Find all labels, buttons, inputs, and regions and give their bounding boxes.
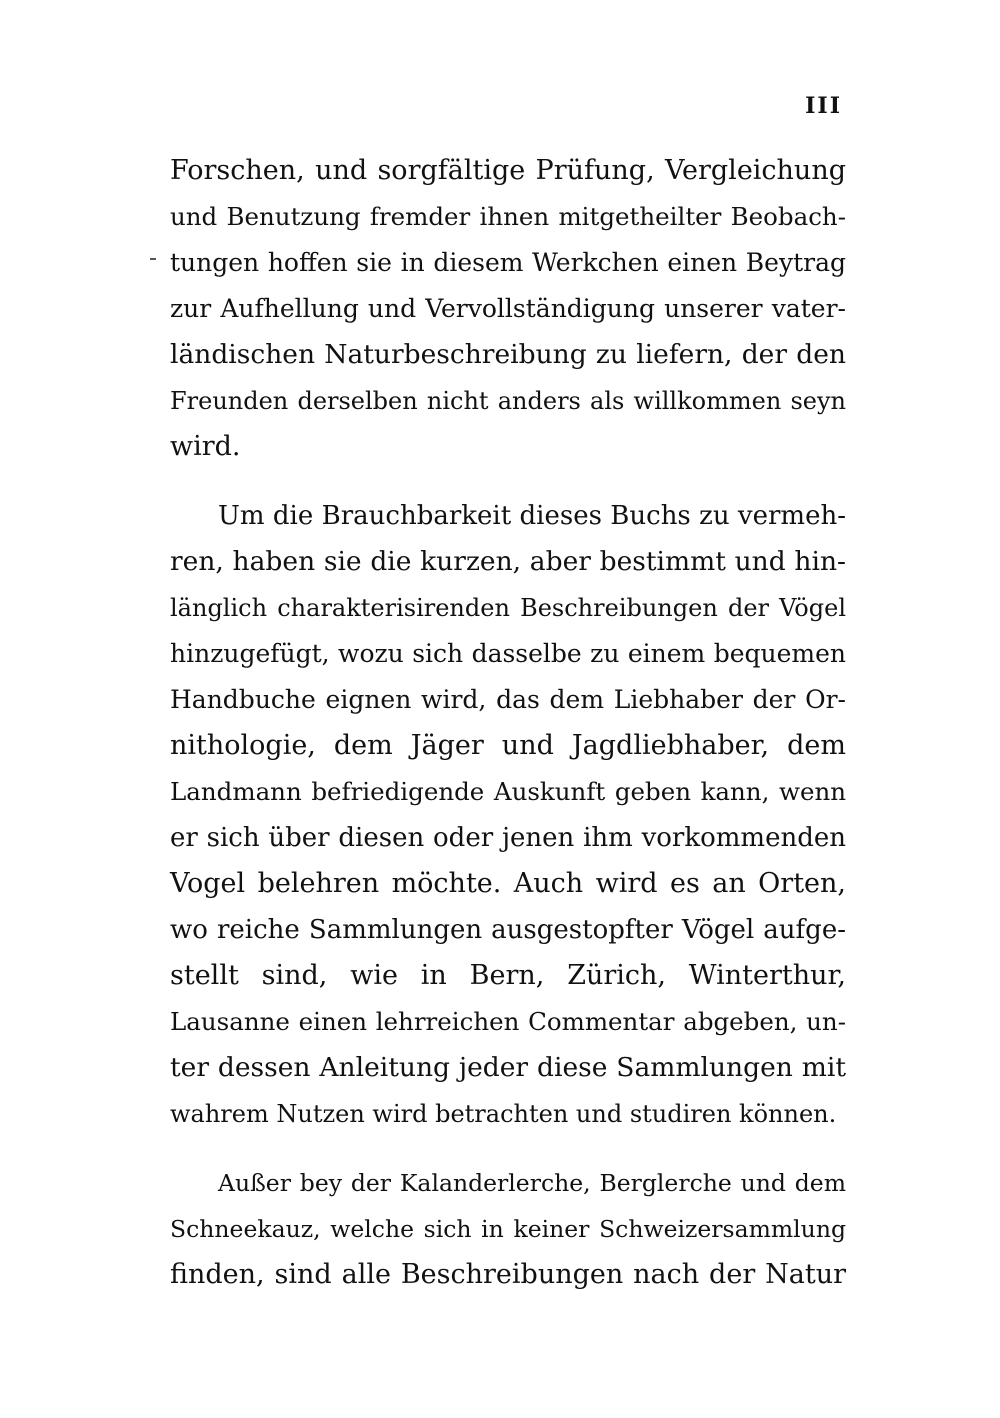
text-line: ter dessen Anleitung jeder diese Sammlungen mit xyxy=(170,1052,846,1083)
paragraph-1 xyxy=(170,148,846,470)
text-line: ren, haben sie die kurzen, aber bestimmt und hin- xyxy=(170,546,846,577)
text-line: tungen hoffen sie in diesem Werkchen einen Beytrag xyxy=(170,248,846,277)
text-line: Vogel belehren möchte. Auch wird es an Orten, xyxy=(170,868,846,899)
text-line: stellt sind, wie in Bern, Zürich, Winterthur, xyxy=(170,960,846,991)
text-line: Handbuche eignen wird, das dem Liebhaber der Or- xyxy=(170,685,846,714)
text-line: wo reiche Sammlungen ausgestopfter Vögel aufge- xyxy=(170,915,846,945)
text-line: Landmann befriedigende Auskunft geben kann, wenn xyxy=(170,777,846,806)
text-line: er sich über diesen oder jenen ihm vorkommenden xyxy=(170,823,846,853)
paragraph-3 xyxy=(170,1160,846,1298)
paragraph-2 xyxy=(170,493,846,1137)
text-line: Außer bey der Kalanderlerche, Berglerche und dem xyxy=(218,1169,846,1197)
text-line: länglich charakterisirenden Beschreibungen der Vögel xyxy=(170,594,846,622)
page-number: III xyxy=(805,93,842,119)
text-line: finden, sind alle Beschreibungen nach der Natur xyxy=(170,1259,846,1290)
text-line: Forschen, und sorgfältige Prüfung, Vergleichung xyxy=(170,155,846,186)
text-line: Schneekauz, welche sich in keiner Schweizersammlung xyxy=(170,1215,846,1243)
text-line: wahrem Nutzen wird betrachten und studiren können. xyxy=(170,1100,837,1128)
text-line: wird. xyxy=(170,431,241,462)
text-line: Freunden derselben nicht anders als willkommen seyn xyxy=(170,387,846,415)
text-line: Lausanne einen lehrreichen Commentar abgeben, un- xyxy=(170,1007,846,1036)
text-line: und Benutzung fremder ihnen mitgetheilter Beobach- xyxy=(170,202,846,231)
print-mark xyxy=(150,258,156,260)
text-line: ländischen Naturbeschreibung zu liefern, der den xyxy=(170,339,846,370)
text-line: zur Aufhellung und Vervollständigung unserer vater- xyxy=(170,294,846,323)
text-line: hinzugefügt, wozu sich dasselbe zu einem bequemen xyxy=(170,639,846,668)
text-line: Um die Brauchbarkeit dieses Buchs zu vermeh- xyxy=(218,501,846,531)
text-line: nithologie, dem Jäger und Jagdliebhaber, dem xyxy=(170,730,846,761)
